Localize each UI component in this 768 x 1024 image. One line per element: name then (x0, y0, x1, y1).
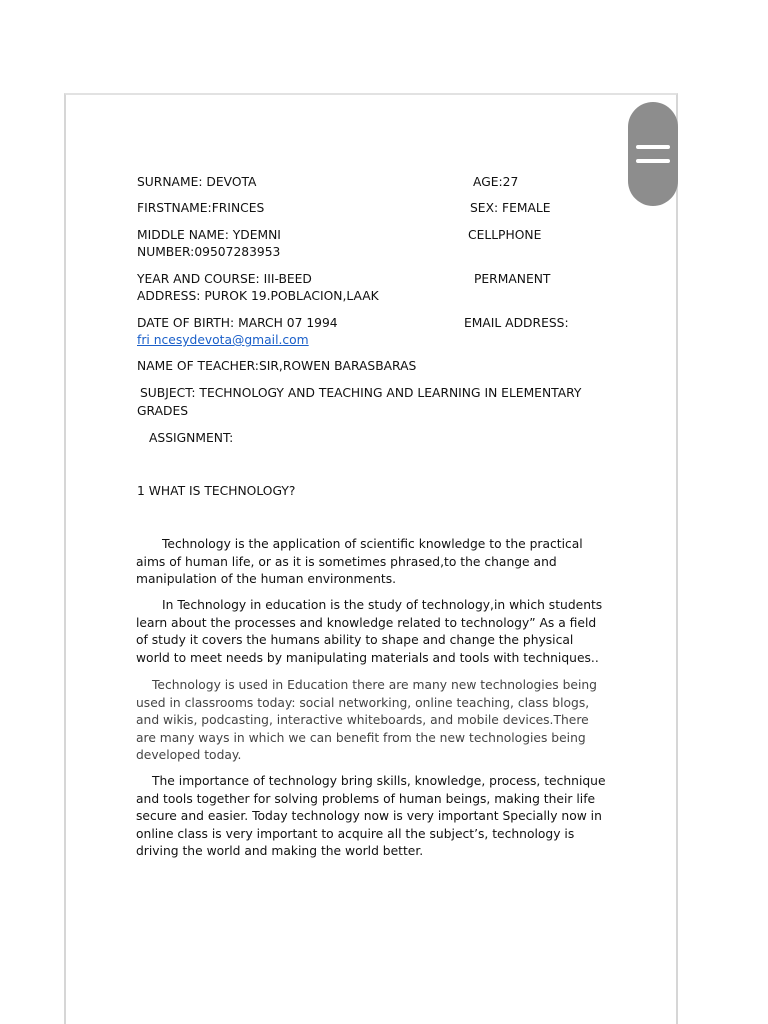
paragraph-3 (136, 677, 611, 765)
teacher-field: NAME OF TEACHER:SIR,ROWEN BARASBARAS (137, 359, 417, 373)
permanent-label: PERMANENT (474, 272, 551, 286)
paragraph-1 (136, 536, 611, 589)
handle-grip-icon (636, 145, 670, 149)
email-label: EMAIL ADDRESS: (464, 316, 569, 330)
handle-grip-icon (636, 159, 670, 163)
middle-name-field: MIDDLE NAME: YDEMNI (137, 228, 281, 242)
question-heading: 1 WHAT IS TECHNOLOGY? (137, 484, 296, 498)
cellphone-label: CELLPHONE (468, 228, 542, 242)
address-field: ADDRESS: PUROK 19.POBLACION,LAAK (137, 289, 379, 303)
scroll-handle[interactable] (628, 102, 678, 206)
paragraph-2-text: In Technology in education is the study of technology,in which students learn about the processes and knowledge related to technology” As a field of study it covers the humans ability to shape and change the physical world to meet needs by manipulating materials and tools with techniques.. (136, 598, 603, 665)
paragraph-4-text: The importance of technology bring skills, knowledge, process, technique and tools together for solving problems of human beings, making their life secure and easier. Today technology now is very important Specially now in online class is very important to acquire all the subject’s, technology is driving the world and making the world better. (136, 774, 606, 859)
cellphone-number: NUMBER:09507283953 (137, 245, 281, 259)
year-course-field: YEAR AND COURSE: III-BEED (137, 272, 312, 286)
paragraph-3-text: Technology is used in Education there are many new technologies being used in classrooms today: social networking, online teaching, class blogs, and wikis, podcasting, interactive whiteboards, and mobile devices.There are many ways in which we can benefit from the new technologies being developed today. (136, 678, 597, 763)
subject-line-2: GRADES (137, 404, 189, 418)
dob-field: DATE OF BIRTH: MARCH 07 1994 (137, 316, 338, 330)
paragraph-2 (136, 597, 611, 667)
subject-line-1: SUBJECT: TECHNOLOGY AND TEACHING AND LEARNING IN ELEMENTARY (140, 386, 582, 400)
paragraph-1-text: Technology is the application of scientific knowledge to the practical aims of human life, or as it is sometimes phrased,to the change and manipulation of the human environments. (136, 537, 583, 587)
surname-field: SURNAME: DEVOTA (137, 175, 257, 189)
age-field: AGE:27 (473, 175, 519, 189)
paragraph-4 (136, 773, 611, 861)
assignment-heading: ASSIGNMENT: (149, 431, 234, 445)
email-link[interactable]: fri ncesydevota@gmail.com (137, 333, 309, 347)
firstname-field: FIRSTNAME:FRINCES (137, 201, 265, 215)
sex-field: SEX: FEMALE (470, 201, 551, 215)
